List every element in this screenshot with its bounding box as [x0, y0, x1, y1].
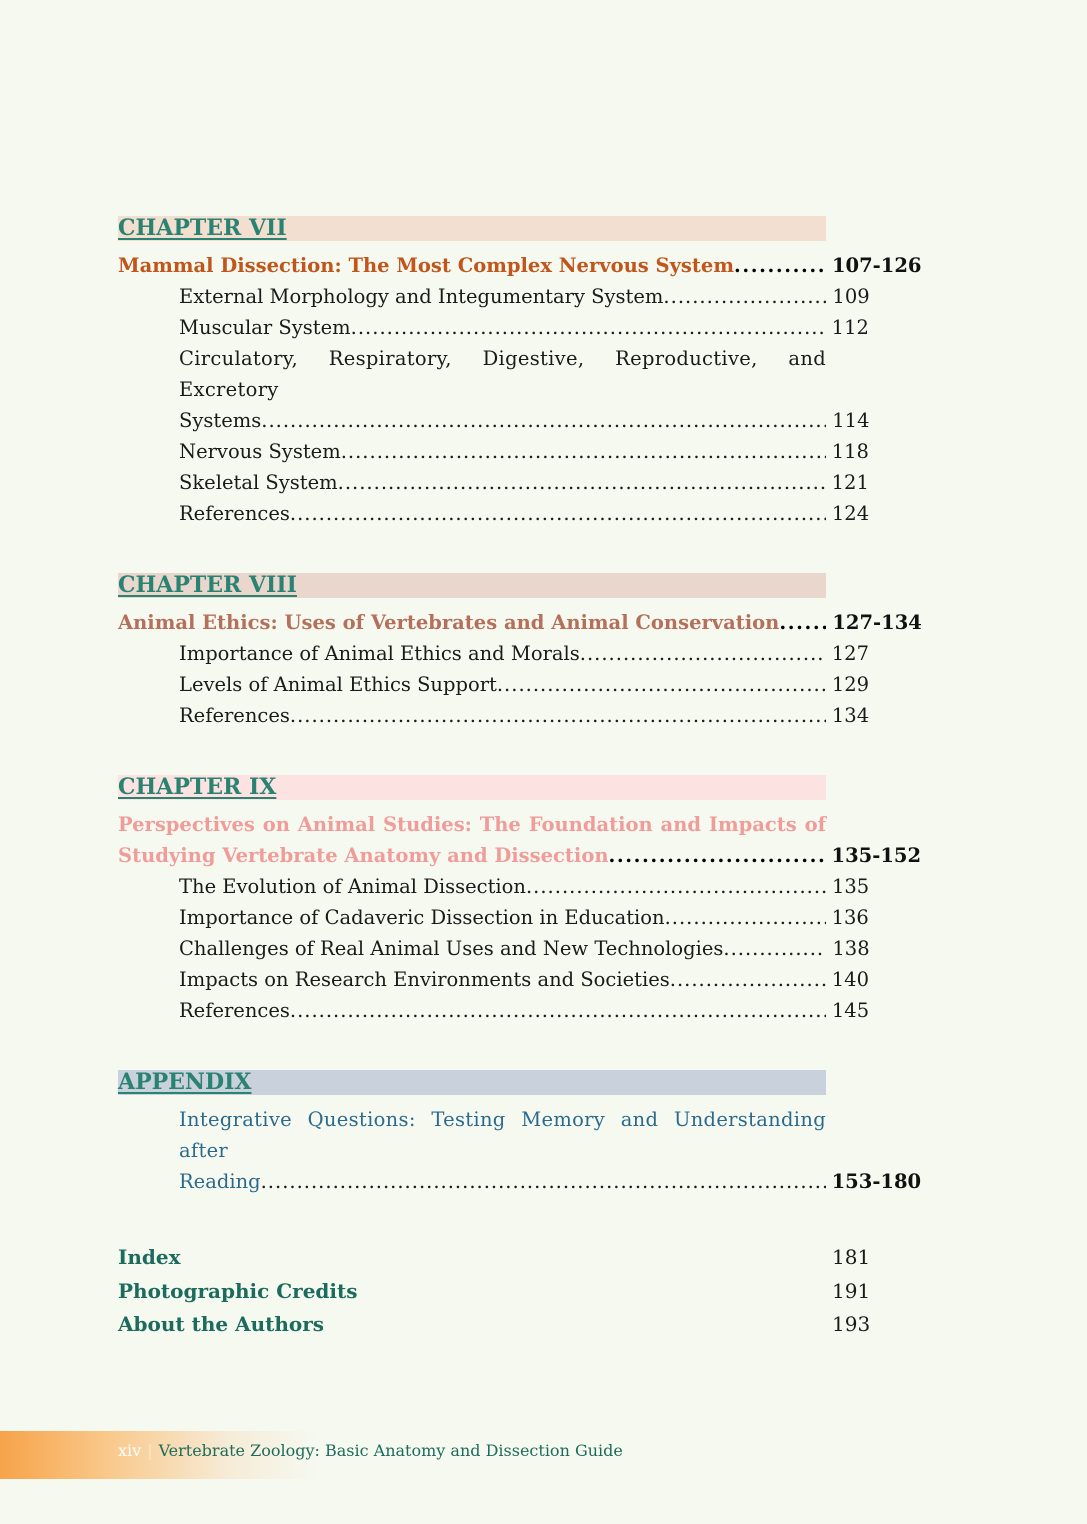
section-page: 138: [832, 937, 870, 960]
leader-dots: [723, 933, 826, 964]
leader-dots: [497, 669, 826, 700]
appendix-title-line2: Reading: [179, 1170, 261, 1193]
footer-text: [118, 1439, 623, 1463]
section-page: 109: [832, 285, 870, 308]
section-entry: [118, 405, 918, 436]
section-title: Nervous System: [179, 440, 341, 463]
section-title: References: [179, 502, 290, 525]
section-page: 118: [831, 440, 869, 463]
section-title: Skeletal System: [179, 471, 338, 494]
section-entry: [118, 964, 918, 995]
chapter-page-range: 127-134: [832, 611, 922, 634]
back-matter-list: [118, 1241, 918, 1342]
section-title-line1: Circulatory, Respiratory, Digestive, Reproductive, and Excretory: [179, 347, 826, 401]
leader-dots: [663, 281, 826, 312]
section-title: References: [179, 704, 290, 727]
section-entry: [118, 995, 918, 1026]
footer-book-title: Vertebrate Zoology: Basic Anatomy and Dissection Guide: [158, 1441, 623, 1460]
section-title: External Morphology and Integumentary System: [179, 285, 664, 308]
leader-dots: [665, 902, 826, 933]
footer-page-number: xiv: [118, 1441, 142, 1460]
section-page: 121: [831, 471, 869, 494]
section-title: Systems: [179, 409, 262, 432]
appendix-page-range: 153-180: [831, 1170, 922, 1193]
section-title: Impacts on Research Environments and Societies: [179, 968, 670, 991]
appendix-block: [118, 1069, 922, 1197]
chapter-page-range: 135-152: [831, 844, 922, 867]
section-page: 127: [831, 642, 869, 665]
section-title: References: [179, 999, 290, 1022]
section-title: Challenges of Real Animal Uses and New Technologies: [179, 937, 724, 960]
section-entry: [118, 312, 918, 343]
back-matter-entry: [118, 1308, 918, 1342]
leader-dots: [580, 638, 826, 669]
chapter-list: [118, 215, 922, 1026]
leader-dots: [670, 964, 826, 995]
back-matter-label: Index: [118, 1245, 181, 1269]
leader-dots: [779, 607, 826, 638]
leader-dots: [526, 871, 826, 902]
back-matter-page: 191: [832, 1278, 871, 1303]
back-matter-entry: [118, 1241, 918, 1275]
chapter-block: [118, 215, 922, 529]
section-page: 124: [831, 502, 870, 525]
chapter-title: Studying Vertebrate Anatomy and Dissection: [118, 844, 609, 867]
chapter-block: [118, 774, 922, 1026]
table-of-contents: [118, 215, 922, 1342]
back-matter-page: 193: [832, 1312, 871, 1336]
leader-dots: [609, 840, 826, 871]
section-title: Muscular System: [179, 316, 351, 339]
appendix-title-row: [118, 1166, 922, 1197]
leader-dots: [351, 312, 826, 343]
back-matter-entry: [118, 1275, 918, 1309]
section-entry: [118, 700, 918, 731]
section-title: Importance of Cadaveric Dissection in Education: [179, 906, 665, 929]
section-page: 135: [831, 875, 870, 898]
section-page: 136: [831, 906, 869, 929]
leader-dots: [734, 250, 826, 281]
appendix-title-line1: Integrative Questions: Testing Memory and Understanding after: [179, 1108, 826, 1162]
section-entry: [118, 669, 918, 700]
chapter-title-line1: Perspectives on Animal Studies: The Foundation and Impacts of: [118, 813, 826, 836]
section-title: Levels of Animal Ethics Support: [179, 673, 497, 696]
chapter-title: Mammal Dissection: The Most Complex Nervous System: [118, 254, 734, 277]
section-page: 129: [831, 673, 870, 696]
chapter-heading: CHAPTER IX: [118, 775, 826, 800]
chapter-heading: CHAPTER VIII: [118, 573, 826, 598]
back-matter-page: 181: [832, 1245, 871, 1269]
leader-dots: [338, 467, 826, 498]
section-entry: [118, 902, 918, 933]
back-matter-label: Photographic Credits: [118, 1278, 358, 1303]
chapter-heading: CHAPTER VII: [118, 216, 826, 241]
section-page: 140: [831, 968, 869, 991]
chapter-title-row: [118, 840, 922, 871]
chapter-page-range: 107-126: [831, 254, 922, 277]
section-entry: [118, 498, 918, 529]
section-entry: [118, 638, 918, 669]
page-footer: [0, 1431, 1087, 1479]
back-matter-label: About the Authors: [118, 1312, 325, 1336]
leader-dots: [341, 436, 826, 467]
section-entry: [118, 281, 918, 312]
leader-dots: [261, 1166, 826, 1197]
section-entry: [118, 436, 918, 467]
section-entry: [118, 871, 918, 902]
section-title: The Evolution of Animal Dissection: [179, 875, 526, 898]
leader-dots: [261, 405, 826, 436]
footer-separator: |: [147, 1441, 153, 1460]
chapter-block: [118, 572, 922, 731]
section-page: 114: [832, 409, 870, 432]
chapter-title-row: [118, 250, 922, 281]
leader-dots: [290, 995, 826, 1026]
section-entry: [118, 933, 918, 964]
leader-dots: [290, 700, 826, 731]
chapter-title: Animal Ethics: Uses of Vertebrates and Animal Conservation: [118, 611, 780, 634]
section-page: 145: [831, 999, 870, 1022]
section-title: Importance of Animal Ethics and Morals: [179, 642, 580, 665]
leader-dots: [290, 498, 826, 529]
chapter-title-row: [118, 607, 922, 638]
section-entry: [118, 467, 918, 498]
appendix-heading: APPENDIX: [118, 1070, 826, 1095]
section-page: 134: [831, 704, 870, 727]
section-page: 112: [831, 316, 869, 339]
